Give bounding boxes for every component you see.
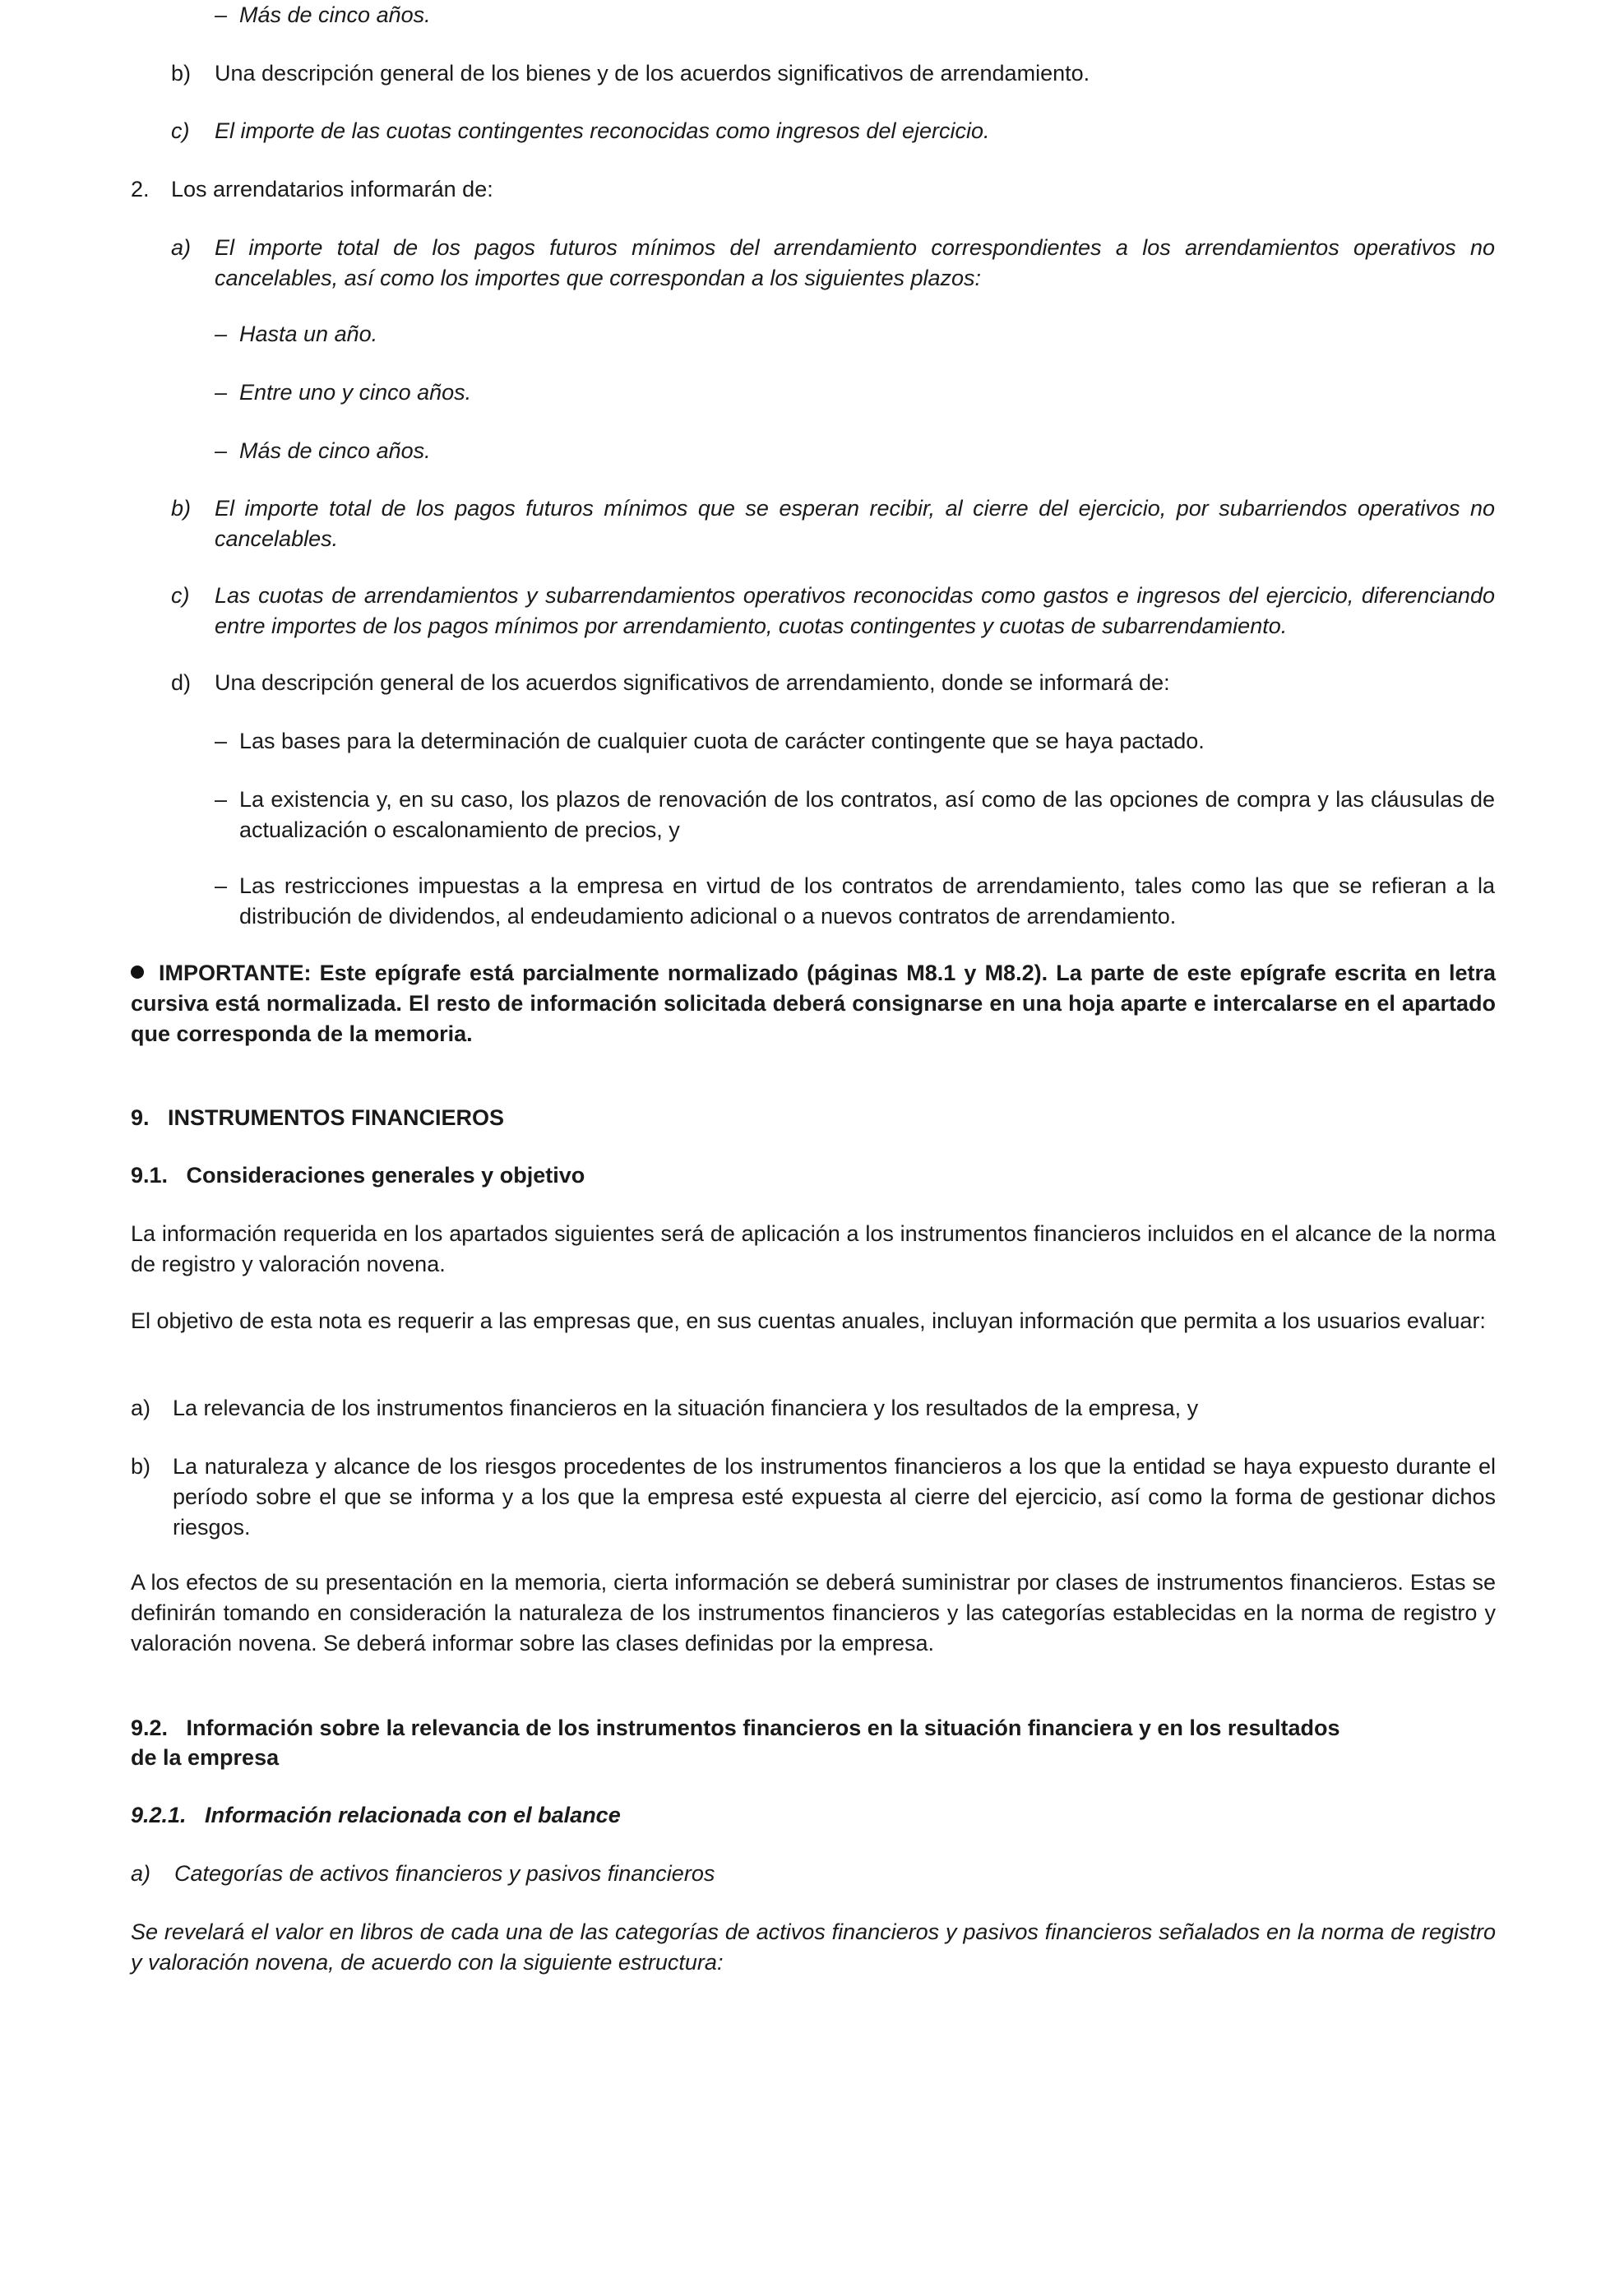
list-text: El importe total de los pagos futuros mínimos del arrendamiento correspondientes a los arrendamientos operativos no cancelables, así como los importes que correspondan a los siguientes plazos: <box>215 235 1495 290</box>
list-item-a <box>171 233 1495 294</box>
list-text: El importe de las cuotas contingentes reconocidas como ingresos del ejercicio. <box>215 118 990 143</box>
important-note-text: IMPORTANTE: Este epígrafe está parcialmente normalizado (páginas M8.1 y M8.2). La parte de este epígrafe escrita en letra cursiva está normalizada. El resto de información solicitada deberá consignarse en una hoja aparte e intercalarse en el apartado que corresponda de la memoria. <box>131 961 1496 1046</box>
subsection-heading-9-2-1: 9.2.1. Información relacionada con el balance <box>131 1803 621 1827</box>
list-item-d2 <box>171 668 1495 698</box>
d-dash-item-2 <box>215 785 1495 845</box>
dash-marker: – <box>215 873 228 898</box>
objective-a <box>131 1393 1496 1424</box>
numbered-item-2 <box>131 174 1496 205</box>
dash-item-2 <box>215 377 471 408</box>
objective-b <box>131 1452 1496 1543</box>
dash-text: Más de cinco años. <box>239 438 431 463</box>
list-marker: a) <box>131 1396 151 1420</box>
dash-marker: – <box>215 322 228 346</box>
list-item-b2 <box>171 493 1495 554</box>
dash-marker: – <box>215 787 228 812</box>
subsection-heading-9-1: 9.1. Consideraciones generales y objetivo <box>131 1163 585 1188</box>
dash-marker: – <box>215 2 228 27</box>
list-text: La naturaleza y alcance de los riesgos procedentes de los instrumentos financieros a los que la entidad se haya expuesto durante el período sobre el que se informa y a los que la empresa esté expuesta al cierre del ejercicio, así como la forma de gestionar dichos riesgos. <box>173 1454 1496 1540</box>
list-text: Una descripción general de los bienes y de los acuerdos significativos de arrendamiento. <box>215 61 1090 86</box>
dash-item-mas <box>215 0 431 30</box>
dash-marker: – <box>215 438 228 463</box>
list-text: Las cuotas de arrendamientos y subarrendamientos operativos reconocidas como gastos e ingresos del ejercicio, diferenciando entre importes de los pagos mínimos por arrendamiento, cuotas contingentes y cuotas de subarrendamiento. <box>215 583 1495 638</box>
dash-item-1 <box>215 319 377 350</box>
list-text: La relevancia de los instrumentos financieros en la situación financiera y los resultados de la empresa, y <box>173 1396 1199 1420</box>
d-dash-item-3 <box>215 871 1495 932</box>
dash-text: Más de cinco años. <box>239 2 431 27</box>
list-marker: c) <box>171 118 190 143</box>
dash-text: Las bases para la determinación de cualquier cuota de carácter contingente que se haya pactado. <box>239 729 1205 753</box>
important-note <box>131 958 1496 1049</box>
dash-text: Hasta un año. <box>239 322 378 346</box>
subsection-heading-9-2-line2: de la empresa <box>131 1745 280 1770</box>
list-text: Los arrendatarios informarán de: <box>171 177 493 201</box>
list-marker: a) <box>171 235 192 260</box>
list-marker: b) <box>171 61 192 86</box>
paragraph-2: El objetivo de esta nota es requerir a las empresas que, en sus cuentas anuales, incluyan información que permita a los usuarios evaluar: <box>131 1308 1486 1333</box>
list-text: El importe total de los pagos futuros mínimos que se esperan recibir, al cierre del ejercicio, por subarriendos operativos no cancelables. <box>215 496 1495 551</box>
dash-text: La existencia y, en su caso, los plazos de renovación de los contratos, así como de las opciones de compra y las cláusulas de actualización o escalonamiento de precios, y <box>239 787 1495 842</box>
d-dash-item-1 <box>215 726 1495 757</box>
list-number: 2. <box>131 177 150 201</box>
list-marker: a) <box>131 1861 151 1886</box>
list-marker: d) <box>171 670 192 695</box>
category-a <box>131 1859 1496 1889</box>
dash-marker: – <box>215 380 228 405</box>
dash-text: Las restricciones impuestas a la empresa en virtud de los contratos de arrendamiento, tales como las que se refieran a la distribución de dividendos, al endeudamiento adicional o a nuevos contratos de arrendamiento. <box>239 873 1495 928</box>
list-item-c2 <box>171 581 1495 641</box>
list-item-c <box>171 116 1495 146</box>
list-text: Una descripción general de los acuerdos significativos de arrendamiento, donde se informará de: <box>215 670 1170 695</box>
dash-marker: – <box>215 729 228 753</box>
subsection-heading-9-2-line1: 9.2. Información sobre la relevancia de los instrumentos financieros en la situación financiera y en los resultados <box>131 1716 1340 1740</box>
list-marker: b) <box>131 1454 151 1479</box>
list-marker: c) <box>171 583 190 608</box>
final-paragraph: Se revelará el valor en libros de cada una de las categorías de activos financieros y pasivos financieros señalados en la norma de registro y valoración novena, de acuerdo con la siguiente estructura: <box>131 1919 1496 1975</box>
list-text: Categorías de activos financieros y pasivos financieros <box>174 1861 715 1886</box>
section-heading-9: 9. INSTRUMENTOS FINANCIEROS <box>131 1105 505 1130</box>
dash-item-3 <box>215 436 431 466</box>
list-marker: b) <box>171 496 192 521</box>
paragraph-3: A los efectos de su presentación en la memoria, cierta información se deberá suministrar por clases de instrumentos financieros. Estas se definirán tomando en consideración la naturaleza de los instrumentos financieros y las categorías establecidas en la norma de registro y valoración novena. Se deberá informar sobre las clases definidas por la empresa. <box>131 1570 1496 1656</box>
bullet-icon <box>131 966 144 979</box>
list-item-b <box>171 58 1495 89</box>
paragraph-1: La información requerida en los apartados siguientes será de aplicación a los instrumentos financieros incluidos en el alcance de la norma de registro y valoración novena. <box>131 1221 1496 1276</box>
dash-text: Entre uno y cinco años. <box>239 380 472 405</box>
